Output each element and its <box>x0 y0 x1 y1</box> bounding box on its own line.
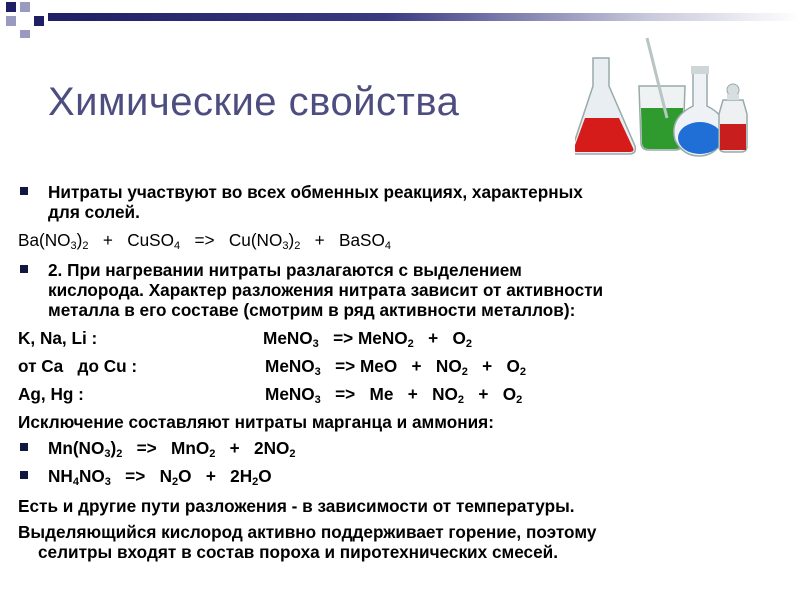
bullet-nh4-equation: $NH_4NO_3 => N_2O + 2H_2O$ <box>18 466 272 486</box>
bullet-exchange <box>18 182 583 202</box>
decomp-row-k <box>18 328 778 348</box>
decor-square <box>34 16 44 26</box>
text-line: Есть и другие пути разложения - в зависимости от температуры. <box>18 496 575 516</box>
decomp-equation: MeNO$_3$ => MeNO$_2$ + $O_2$ <box>263 328 472 350</box>
decor-square <box>6 16 16 26</box>
text-line: Нитраты участвуют во всех обменных реакциях, характерных <box>48 182 583 202</box>
decomp-equation: MeNO$_3$ => $Me + NO_2 + O_2$ <box>265 384 523 406</box>
bullet-heating <box>18 260 522 280</box>
text-line: Выделяющийся кислород активно поддерживает горение, поэтому <box>18 522 597 542</box>
decor-square <box>20 2 30 12</box>
decomp-row-ag <box>18 384 778 404</box>
header-bar <box>48 13 800 21</box>
metal-group-label: от Ca до Cu : <box>18 356 138 376</box>
text-line: для солей. <box>48 202 140 222</box>
text-line: кислорода. Характер разложения нитрата зависит от активности <box>48 280 604 300</box>
decomp-equation: MeNO$_3$ => MeO + $NO_2 + O_2$ <box>265 356 526 378</box>
text-line: 2. При нагревании нитраты разлагаются с выделением <box>48 260 522 280</box>
lab-flasks-image <box>575 28 775 158</box>
text-line: селитры входят в состав пороха и пиротехнических смесей. <box>38 542 559 562</box>
equation-ba: $Ba(NO_3)_2$ + CuSO$_4$ => $Cu(NO_3)_2$ + BaSO$_4$ <box>18 230 391 252</box>
metal-group-label: K, Na, Li : <box>18 328 98 348</box>
decor-square <box>6 2 16 12</box>
bullet-mn-equation: $Mn(NO_3)_2 => MnO_2 + 2NO_2$ <box>18 438 296 458</box>
slide-title: Химические свойства <box>48 80 460 124</box>
text-line: Исключение составляют нитраты марганца и аммония: <box>18 412 494 432</box>
text-line: металла в его составе (смотрим в ряд активности металлов): <box>48 300 576 320</box>
decor-square <box>20 30 30 38</box>
decomp-row-ca <box>18 356 778 376</box>
metal-group-label: Ag, Hg : <box>18 384 84 404</box>
